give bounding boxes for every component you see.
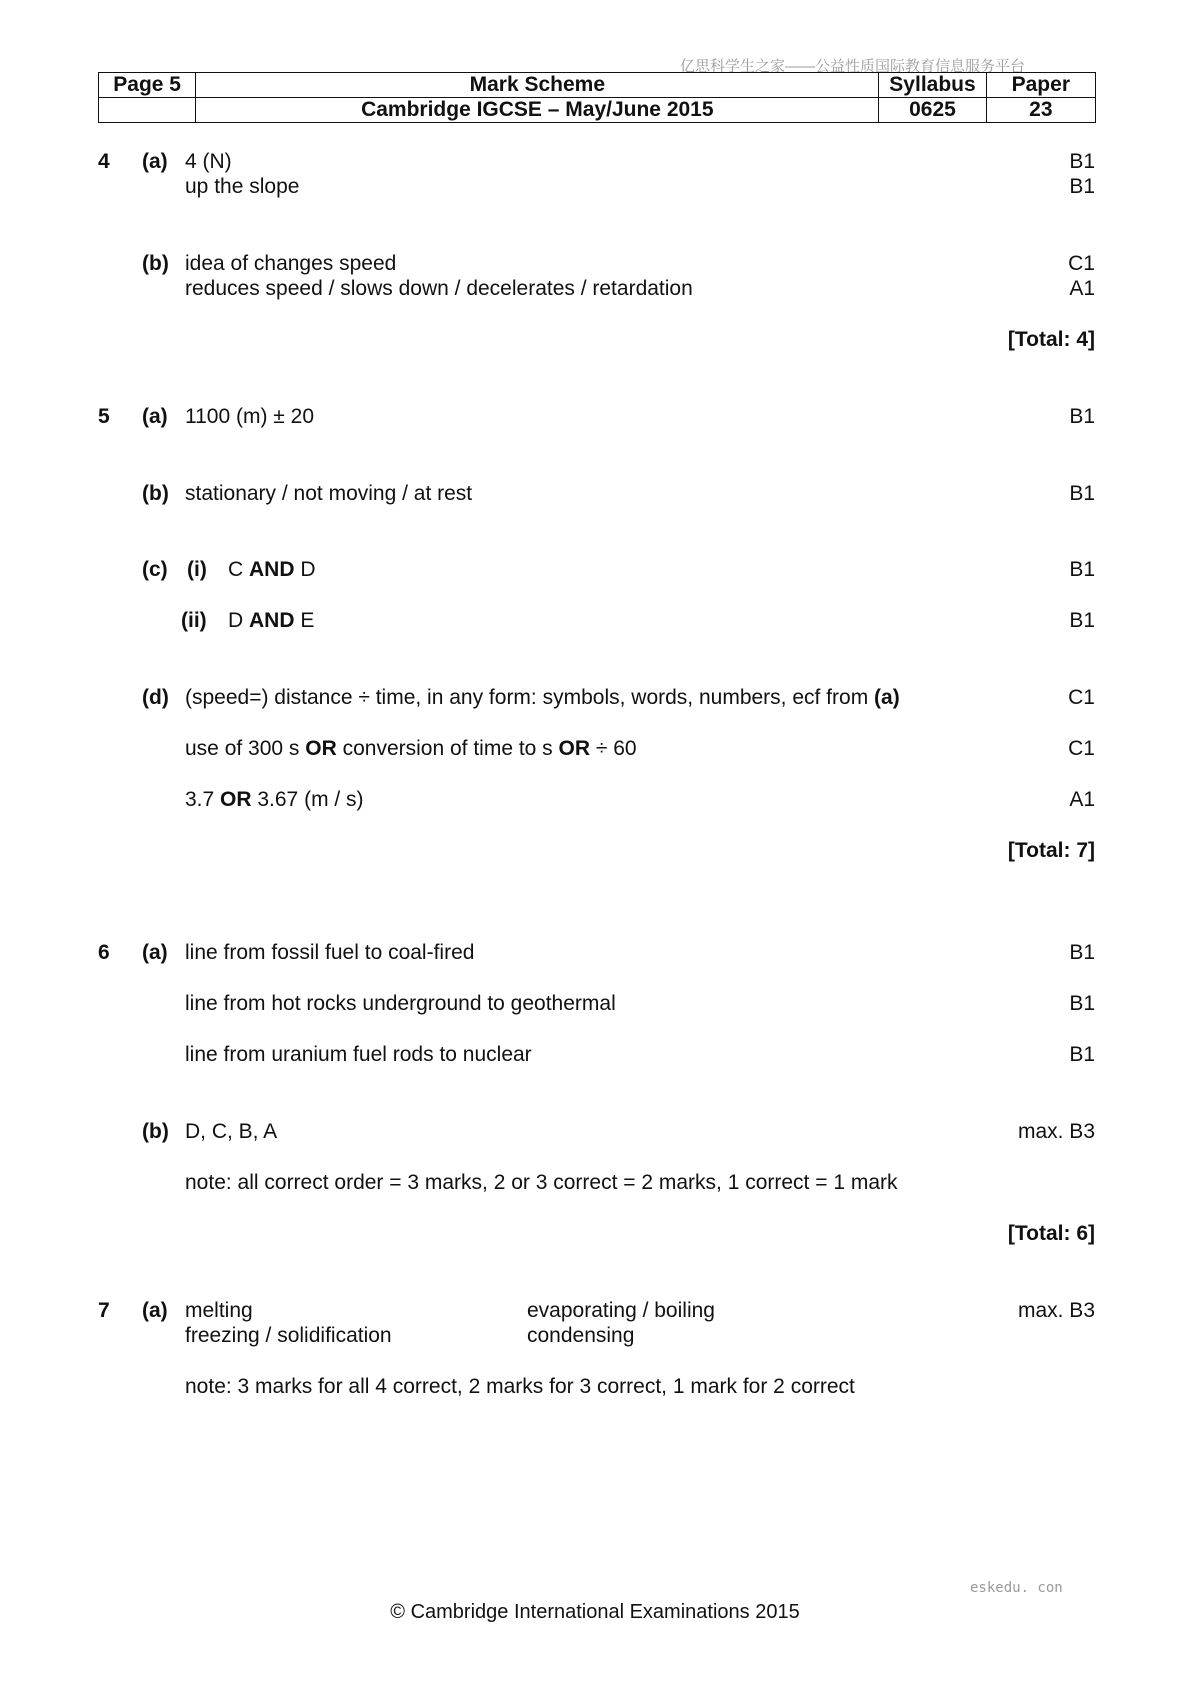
q7-number: 7 [98, 1299, 110, 1322]
q5a-answer: 1100 (m) ± 20 [185, 405, 315, 428]
q5d-answer-3: 3.7 OR 3.67 (m / s) [185, 788, 364, 811]
q7a-answer-4: condensing [527, 1324, 635, 1347]
q6-number: 6 [98, 941, 110, 964]
q6a-mark-3: B1 [1069, 1043, 1095, 1066]
q6b-answer: D, C, B, A [185, 1120, 278, 1143]
q5a-mark: B1 [1069, 405, 1095, 428]
q5d-label: (d) [142, 686, 169, 709]
q4a-answer-2: up the slope [185, 175, 300, 198]
q4a-label: (a) [142, 150, 168, 173]
q5c-label: (c) [142, 558, 168, 581]
footer-copyright: © Cambridge International Examinations 2015 [390, 1601, 800, 1623]
q6a-mark-1: B1 [1069, 941, 1095, 964]
q7a-note: note: 3 marks for all 4 correct, 2 marks for 3 correct, 1 mark for 2 correct [185, 1375, 855, 1398]
q5cii-label: (ii) [181, 609, 207, 632]
q4a-answer-1: 4 (N) [185, 150, 232, 173]
q4b-mark-2: A1 [1069, 277, 1095, 300]
q6a-mark-2: B1 [1069, 992, 1095, 1015]
q5d-answer-1: (speed=) distance ÷ time, in any form: symbols, words, numbers, ecf from (a) [185, 686, 900, 709]
q6a-answer-3: line from uranium fuel rods to nuclear [185, 1043, 532, 1066]
mark-scheme-title: Mark Scheme [196, 73, 879, 98]
q4-number: 4 [98, 150, 110, 173]
q7a-label: (a) [142, 1299, 168, 1322]
q4a-mark-2: B1 [1069, 175, 1095, 198]
q6a-label: (a) [142, 941, 168, 964]
q4b-answer-2: reduces speed / slows down / decelerates / retardation [185, 277, 693, 300]
header-table [98, 72, 1096, 123]
q7a-mark: max. B3 [1017, 1299, 1095, 1322]
q5b-mark: B1 [1069, 482, 1095, 505]
q4a-mark-1: B1 [1069, 150, 1095, 173]
q5ci-answer: C AND D [228, 558, 316, 581]
watermark-top: 亿思科学生之家——公益性质国际教育信息服务平台 [680, 58, 1026, 75]
q5b-answer: stationary / not moving / at rest [185, 482, 473, 505]
q6a-answer-1: line from fossil fuel to coal-fired [185, 941, 475, 964]
paper-label: Paper [986, 73, 1095, 98]
q6b-note: note: all correct order = 3 marks, 2 or 3 correct = 2 marks, 1 correct = 1 mark [185, 1171, 898, 1194]
q5cii-mark: B1 [1069, 609, 1095, 632]
q7a-answer-3: freezing / solidification [185, 1324, 392, 1347]
q7a-answer-1: melting [185, 1299, 253, 1322]
q5a-label: (a) [142, 405, 168, 428]
watermark-bottom: eskedu. con [970, 1580, 1063, 1596]
q5d-mark-1: C1 [1068, 686, 1095, 709]
header-blank [99, 98, 196, 123]
q5-number: 5 [98, 405, 110, 428]
q6a-answer-2: line from hot rocks underground to geothermal [185, 992, 616, 1015]
q5ci-mark: B1 [1069, 558, 1095, 581]
q5d-answer-2: use of 300 s OR conversion of time to s OR ÷ 60 [185, 737, 637, 760]
q5d-mark-2: C1 [1068, 737, 1095, 760]
q7a-answer-2: evaporating / boiling [527, 1299, 715, 1322]
q4b-label: (b) [142, 252, 169, 275]
q4-total: [Total: 4] [1007, 328, 1095, 351]
q5ci-label: (i) [187, 558, 207, 581]
page-number: Page 5 [99, 73, 196, 98]
q4b-answer-1: idea of changes speed [185, 252, 397, 275]
q5d-mark-3: A1 [1069, 788, 1095, 811]
q5-total: [Total: 7] [1007, 839, 1095, 862]
q5cii-answer: D AND E [228, 609, 315, 632]
q4b-mark-1: C1 [1068, 252, 1095, 275]
q6b-mark: max. B3 [1017, 1120, 1095, 1143]
syllabus-label: Syllabus [879, 73, 986, 98]
syllabus-code: 0625 [879, 98, 986, 123]
q6-total: [Total: 6] [1007, 1222, 1095, 1245]
exam-title: Cambridge IGCSE – May/June 2015 [196, 98, 879, 123]
paper-code: 23 [986, 98, 1095, 123]
q5b-label: (b) [142, 482, 169, 505]
q6b-label: (b) [142, 1120, 169, 1143]
